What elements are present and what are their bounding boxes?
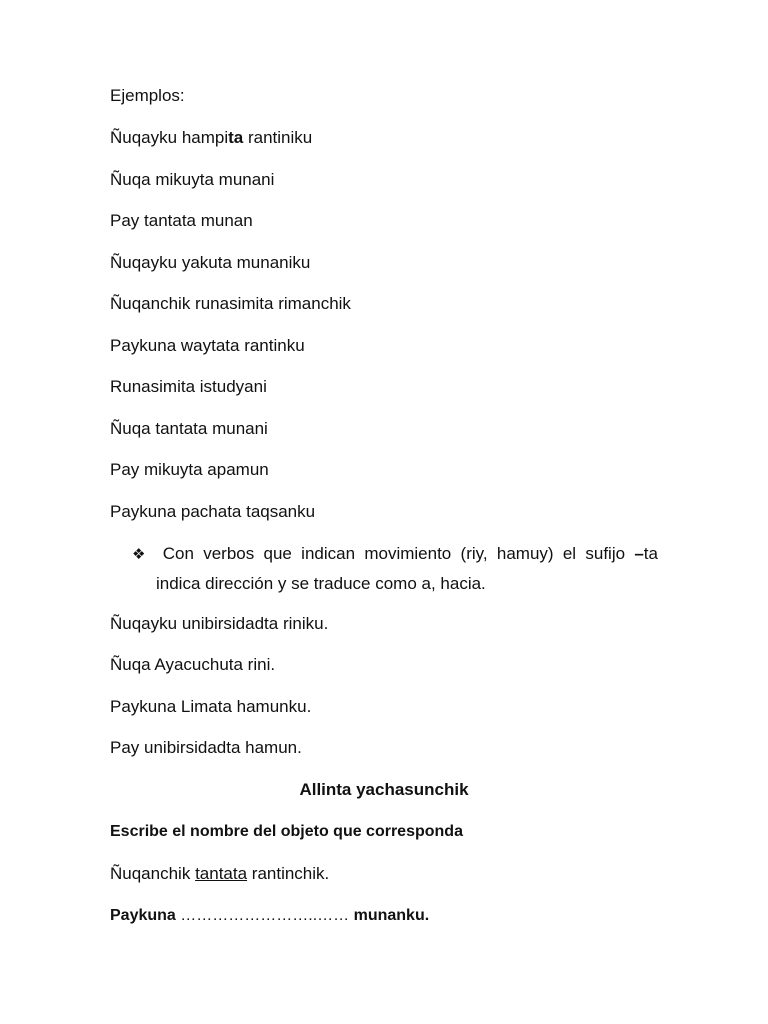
answer-underlined: tantata — [195, 864, 248, 883]
example-sentence: Ñuqanchik runasimita rimanchik — [110, 294, 351, 313]
example-sentence: Ñuqa mikuyta munani — [110, 170, 275, 189]
exercise-instruction: Escribe el nombre del objeto que corresponda — [110, 823, 463, 840]
example-sentence: Pay tantata munan — [110, 211, 253, 230]
direction-example: Paykuna Limata hamunku. — [110, 697, 312, 716]
note-word: que — [263, 544, 292, 563]
note-word: el — [562, 544, 577, 563]
note-word: Con — [162, 544, 194, 563]
grammar-note-bullet — [132, 544, 658, 594]
section-heading: Allinta yachasunchik — [299, 780, 469, 799]
note-word: movimiento — [364, 544, 452, 563]
suffix-text: ta — [643, 544, 658, 563]
examples-title: Ejemplos: — [110, 86, 185, 105]
example-text: rantiniku — [243, 128, 313, 147]
note-line-2: indica dirección y se traduce como a, hacia. — [156, 574, 486, 593]
highlighted-suffix: ta — [228, 128, 244, 147]
example-sentence — [110, 128, 312, 148]
note-word: indican — [301, 544, 356, 563]
example-text: Ñuqayku hampi — [110, 128, 229, 147]
exercise-text: munanku. — [349, 907, 430, 924]
exercise-sentence — [110, 864, 329, 884]
answer-blank[interactable]: ……………………..…… — [180, 907, 350, 924]
example-sentence: Runasimita istudyani — [110, 377, 267, 396]
note-word: (riy, — [460, 544, 488, 563]
direction-example: Pay unibirsidadta hamun. — [110, 738, 302, 757]
example-sentence: Paykuna waytata rantinku — [110, 336, 305, 355]
suffix-dash: – — [634, 544, 644, 563]
exercise-text: rantinchik. — [247, 864, 330, 883]
diamond-bullet-icon: ❖ — [132, 545, 146, 563]
example-sentence: Paykuna pachata taqsanku — [110, 502, 316, 521]
note-word: verbos — [203, 544, 255, 563]
note-word: hamuy) — [496, 544, 554, 563]
suffix-word — [634, 544, 658, 564]
direction-example: Ñuqayku unibirsidadta riniku. — [110, 614, 329, 633]
example-sentence: Pay mikuyta apamun — [110, 460, 269, 479]
exercise-text: Ñuqanchik — [110, 864, 196, 883]
direction-example: Ñuqa Ayacuchuta rini. — [110, 655, 276, 674]
example-sentence: Ñuqayku yakuta munaniku — [110, 253, 311, 272]
note-word: sufijo — [585, 544, 626, 563]
exercise-text: Paykuna — [110, 907, 181, 924]
example-sentence: Ñuqa tantata munani — [110, 419, 268, 438]
exercise-sentence — [110, 906, 429, 926]
